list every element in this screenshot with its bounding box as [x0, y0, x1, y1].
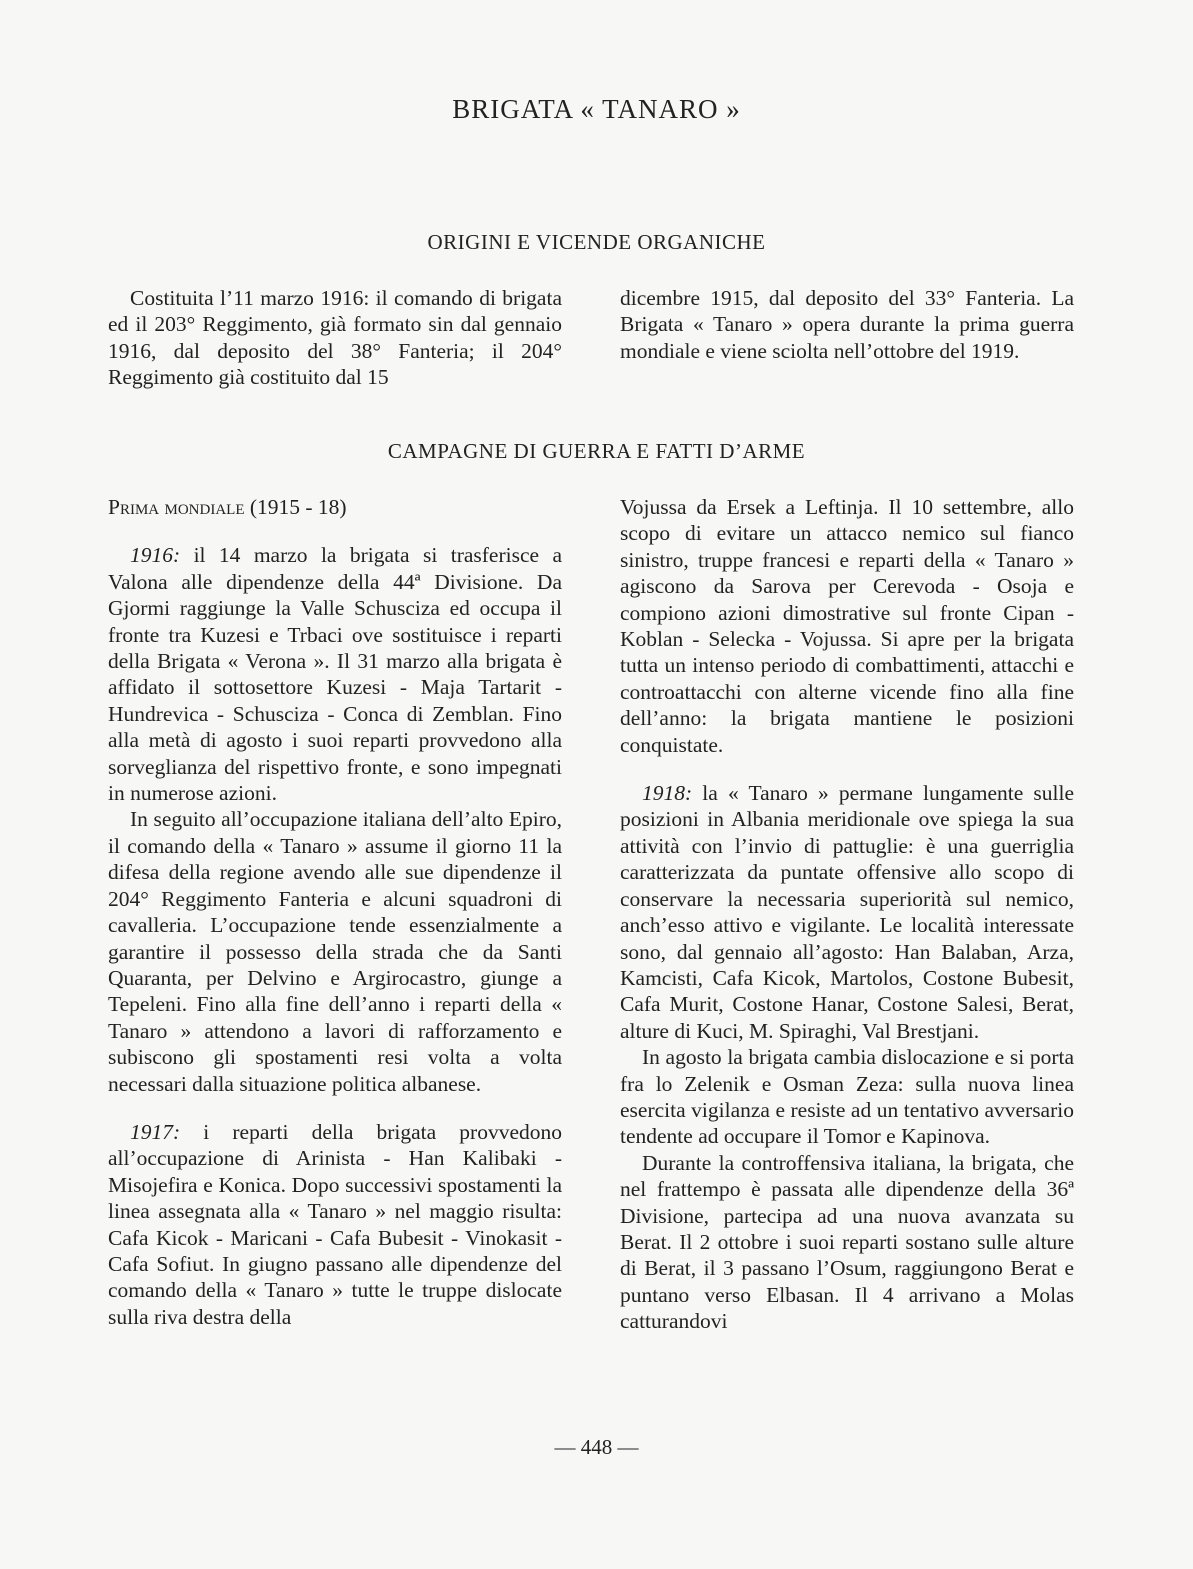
paragraph-text: i reparti della brigata provvedono all’occupazione di Arinista - Han Kalibaki - Misojefira e Konica. Dopo successivi spostamenti la linea assegnata alla « Tanaro » nel maggio risulta: Cafa Kicok - Maricani - Cafa Bubesit - Vinokasit - Cafa Sofiut. In giugno passano alle dipendenze del comando della « Tanaro » tutte le truppe dislocate sulla riva destra della	[108, 1119, 562, 1329]
paragraph-text: la « Tanaro » permane lungamente sulle posizioni in Albania meridionale ove spiega la sua attività con l’invio di pattuglie: è una guerriglia caratterizzata da puntate offensive allo scopo di conservare la necessaria superiorità sul nemico, anch’esso attivo e vigilante. Le località interessate sono, dal gennaio all’agosto: Han Balaban, Arza, Kamcisti, Cafa Kicok, Martolos, Costone Bubesit, Cafa Murit, Costone Hanar, Costone Salesi, Berat, alture di Kuci, M. Spiraghi, Val Brestjani.	[620, 781, 1074, 1043]
paragraph-text: In seguito all’occupazione italiana dell’alto Epiro, il comando della « Tanaro » assume il giorno 11 la difesa della regione avendo alle sue dipendenze il 204° Reggimento Fanteria e alcuni squadroni di cavalleria. L’occupazione tende essenzialmente a garantire il possesso della strada che da Santi Quaranta, per Delvino e Argirocastro, giunge a Tepeleni. Fino alla fine dell’anno i reparti della « Tanaro » attendono a lavori di rafforzamento e subiscono gli spostamenti resi volta a volta necessari dalla situazione politica albanese.	[108, 807, 562, 1096]
paragraph-1917	[108, 1119, 562, 1330]
paragraph-epiro	[108, 806, 562, 1096]
page-number: — 448 —	[554, 1435, 639, 1459]
campagne-left-column	[108, 494, 562, 1330]
paragraph-text: Durante la controffensiva italiana, la brigata, che nel frattempo è passata alle dipendenze della 36ª Divisione, partecipa ad una nuova avanzata su Berat. Il 2 ottobre i suoi reparti sostano sulle alture di Berat, il 3 passano l’Osum, raggiungono Berat e puntano verso Elbasan. Il 4 arrivano a Molas catturandovi	[620, 1150, 1074, 1334]
origini-right-column	[620, 285, 1074, 364]
year-label: 1918:	[642, 781, 693, 806]
origini-left-text: Costituita l’11 marzo 1916: il comando di brigata ed il 203° Reggimento, già formato sin dal gennaio 1916, dal deposito del 38° Fanteria; il 204° Reggimento già costituito dal 15	[108, 286, 562, 390]
page-title: BRIGATA « TANARO »	[452, 94, 741, 124]
paragraph-text: il 14 marzo la brigata si trasferisce a Valona alle dipendenze della 44ª Divisione. Da Gjormi raggiunge la Valle Schusciza ed occupa il fronte tra Kuzesi e Trbaci ove sostituisce i reparti della Brigata « Verona ». Il 31 marzo alla brigata è affidato il sottosettore Kuzesi - Maja Tartarit - Hundrevica - Schusciza - Conca di Zemblan. Fino alla metà di agosto i suoi reparti provvedono alla sorveglianza del rispettivo fronte, e sono impegnati in numerose azioni.	[108, 543, 562, 806]
campagne-right-column	[620, 494, 1074, 1335]
year-label: 1916:	[130, 543, 181, 568]
origini-left-column	[108, 285, 562, 391]
paragraph-1917-cont	[620, 494, 1074, 758]
paragraph-1918	[620, 780, 1074, 1044]
year-label: 1917:	[130, 1119, 181, 1144]
paragraph-controffensiva	[620, 1150, 1074, 1335]
campaign-subheading: Prima mondiale (1915 - 18)	[108, 495, 347, 519]
paragraph-text: Vojussa da Ersek a Leftinja. Il 10 settembre, allo scopo di evitare un attacco nemico sul fianco sinistro, truppe francesi e reparti della « Tanaro » agiscono da Sarova per Cerevoda - Osoja e compiono azioni dimostrative sul fronte Cipan - Koblan - Selecka - Vojussa. Si apre per la brigata tutta un intenso periodo di combattimenti, attacchi e controattacchi con alterne vicende fino alla fine dell’anno: la brigata mantiene le posizioni conquistate.	[620, 495, 1074, 757]
origini-right-text: dicembre 1915, dal deposito del 33° Fanteria. La Brigata « Tanaro » opera durante la prima guerra mondiale e viene sciolta nell’ottobre del 1919.	[620, 286, 1074, 363]
section-heading-campagne: CAMPAGNE DI GUERRA E FATTI D’ARME	[387, 439, 806, 463]
section-heading-origini: ORIGINI E VICENDE ORGANICHE	[427, 230, 766, 254]
paragraph-1916	[108, 542, 562, 806]
paragraph-agosto	[620, 1044, 1074, 1150]
paragraph-text: In agosto la brigata cambia dislocazione e si porta fra lo Zelenik e Osman Zeza: sulla nuova linea esercita vigilanza e resiste ad un tentativo avversario tendente ad occupare il Tomor e Kapinova.	[620, 1045, 1074, 1149]
